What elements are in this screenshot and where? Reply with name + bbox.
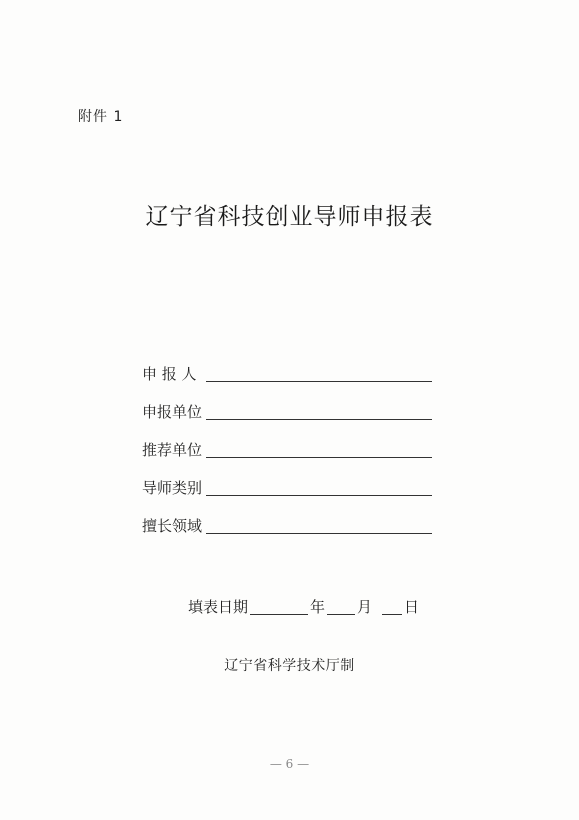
field-expertise xyxy=(142,498,442,536)
field-line-expertise[interactable] xyxy=(206,515,432,534)
field-applying-unit xyxy=(142,384,442,422)
field-label-mentor-category: 导师类别 xyxy=(142,479,203,497)
day-label: 日 xyxy=(404,598,420,616)
field-label-applicant: 申 报 人 xyxy=(142,365,197,383)
fill-date-label: 填表日期 xyxy=(188,598,249,616)
day-blank[interactable] xyxy=(382,598,402,615)
month-label: 月 xyxy=(357,598,373,616)
issuer: 辽宁省科学技术厅制 xyxy=(224,658,355,674)
field-recommending-unit xyxy=(142,422,442,460)
applicant-fields xyxy=(142,346,442,536)
page-number: — 6 — xyxy=(269,757,310,771)
field-line-applicant[interactable] xyxy=(206,363,432,382)
field-label-expertise: 擅长领域 xyxy=(142,517,203,535)
field-mentor-category xyxy=(142,460,442,498)
year-blank[interactable] xyxy=(250,598,308,615)
field-line-recommending-unit[interactable] xyxy=(206,439,432,458)
form-title: 辽宁省科技创业导师申报表 xyxy=(145,204,434,230)
field-label-recommending-unit: 推荐单位 xyxy=(142,441,203,459)
field-line-applying-unit[interactable] xyxy=(206,401,432,420)
field-label-applying-unit: 申报单位 xyxy=(142,403,203,421)
year-label: 年 xyxy=(310,598,326,616)
field-line-mentor-category[interactable] xyxy=(206,477,432,496)
fill-date xyxy=(188,597,419,617)
month-blank[interactable] xyxy=(327,598,355,615)
attachment-label: 附件 1 xyxy=(78,109,124,125)
field-applicant xyxy=(142,346,442,384)
